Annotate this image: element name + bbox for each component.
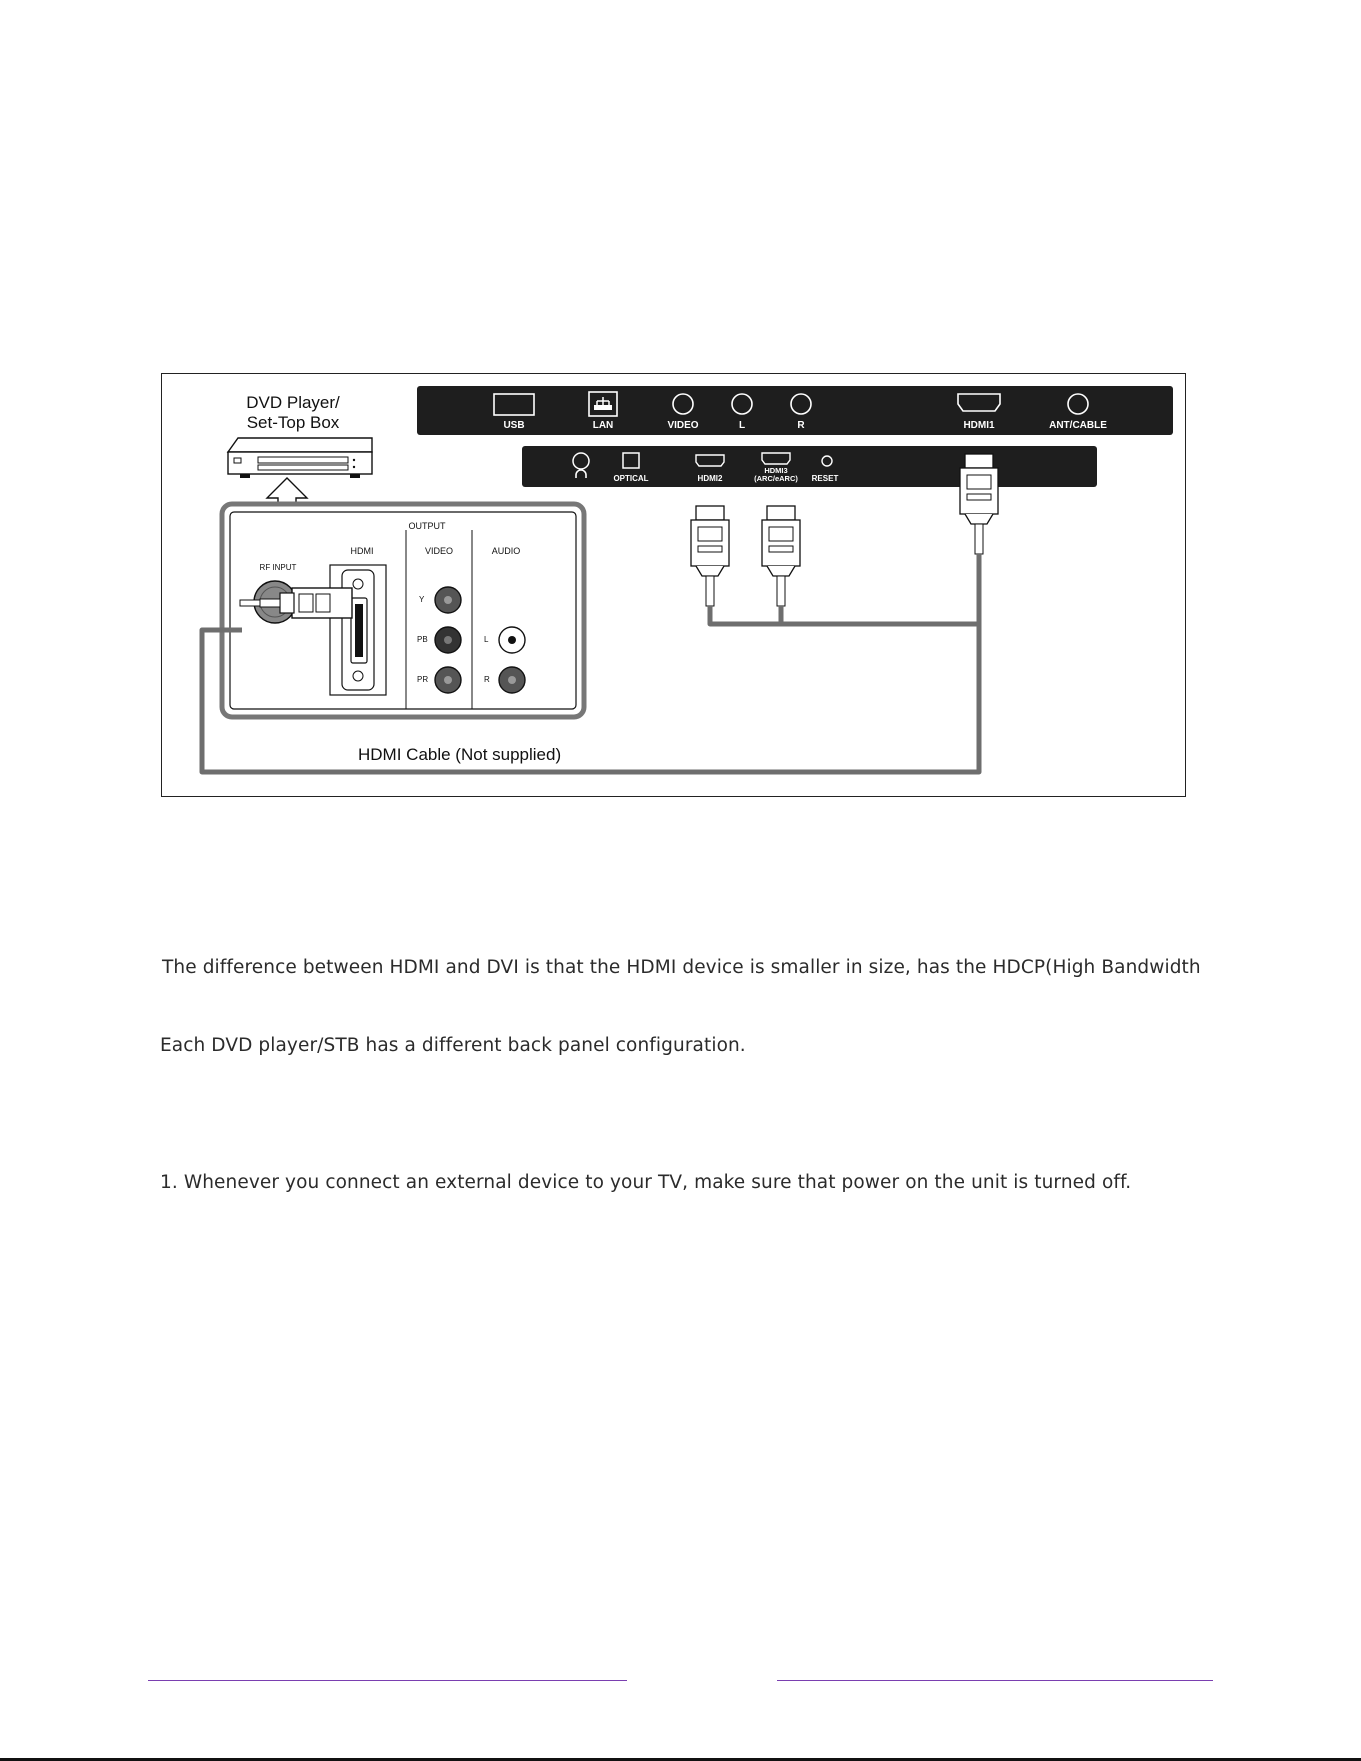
hdmi-label: HDMI <box>350 546 374 556</box>
optical-label: OPTICAL <box>613 474 649 483</box>
l-port-label: L <box>738 420 746 431</box>
hdmi1-label: HDMI1 <box>963 420 995 431</box>
paragraph-hdmi-dvi: The difference between HDMI and DVI is that the HDMI device is smaller in size, has the HDCP(High Bandwidth <box>162 957 1201 978</box>
tv-lower-panel <box>522 446 1097 487</box>
pb-label: PB <box>417 635 428 644</box>
output-label: OUTPUT <box>408 521 446 531</box>
footer-rule-right <box>777 1680 1213 1681</box>
hdmi-plug-hdmi3 <box>762 506 800 606</box>
usb-label: USB <box>503 420 525 431</box>
arc-earc-label: (ARC/eARC) <box>754 474 798 483</box>
dvd-label-line2: Set-Top Box <box>246 413 340 432</box>
video-port-label: VIDEO <box>667 420 699 431</box>
rf-input-label: RF INPUT <box>259 563 297 572</box>
r-port-label: R <box>797 420 805 431</box>
pr-label: PR <box>417 675 429 684</box>
dvd-label-line1: DVD Player/ <box>246 393 340 412</box>
hdmi3-label: HDMI3 <box>764 466 788 475</box>
dvd-player-icon <box>228 438 372 478</box>
lan-label: LAN <box>592 420 614 431</box>
audio-l-label: L <box>484 635 489 644</box>
hdmi2-label: HDMI2 <box>697 474 723 483</box>
dvd-hdmi-port <box>330 565 386 695</box>
connection-diagram <box>161 373 1186 797</box>
tv-side-panel <box>417 386 1173 435</box>
hdmi-plug-hdmi1 <box>960 454 998 554</box>
connection-diagram-svg <box>162 374 1187 798</box>
y-label: Y <box>419 595 425 604</box>
hdmi-cable-label: HDMI Cable (Not supplied) <box>358 745 562 764</box>
dvd-back-panel <box>222 504 584 717</box>
hdmi-plug-hdmi2 <box>691 506 729 606</box>
video-label: VIDEO <box>424 546 454 556</box>
audio-r-label: R <box>484 675 490 684</box>
paragraph-power-off: 1. Whenever you connect an external device to your TV, make sure that power on the unit is turned off. <box>160 1172 1132 1193</box>
footer-rule-left <box>148 1680 627 1681</box>
ant-cable-label: ANT/CABLE <box>1049 420 1107 431</box>
paragraph-back-panel: Each DVD player/STB has a different back panel configuration. <box>160 1035 746 1056</box>
audio-label: AUDIO <box>491 546 521 556</box>
reset-label: RESET <box>811 474 839 483</box>
